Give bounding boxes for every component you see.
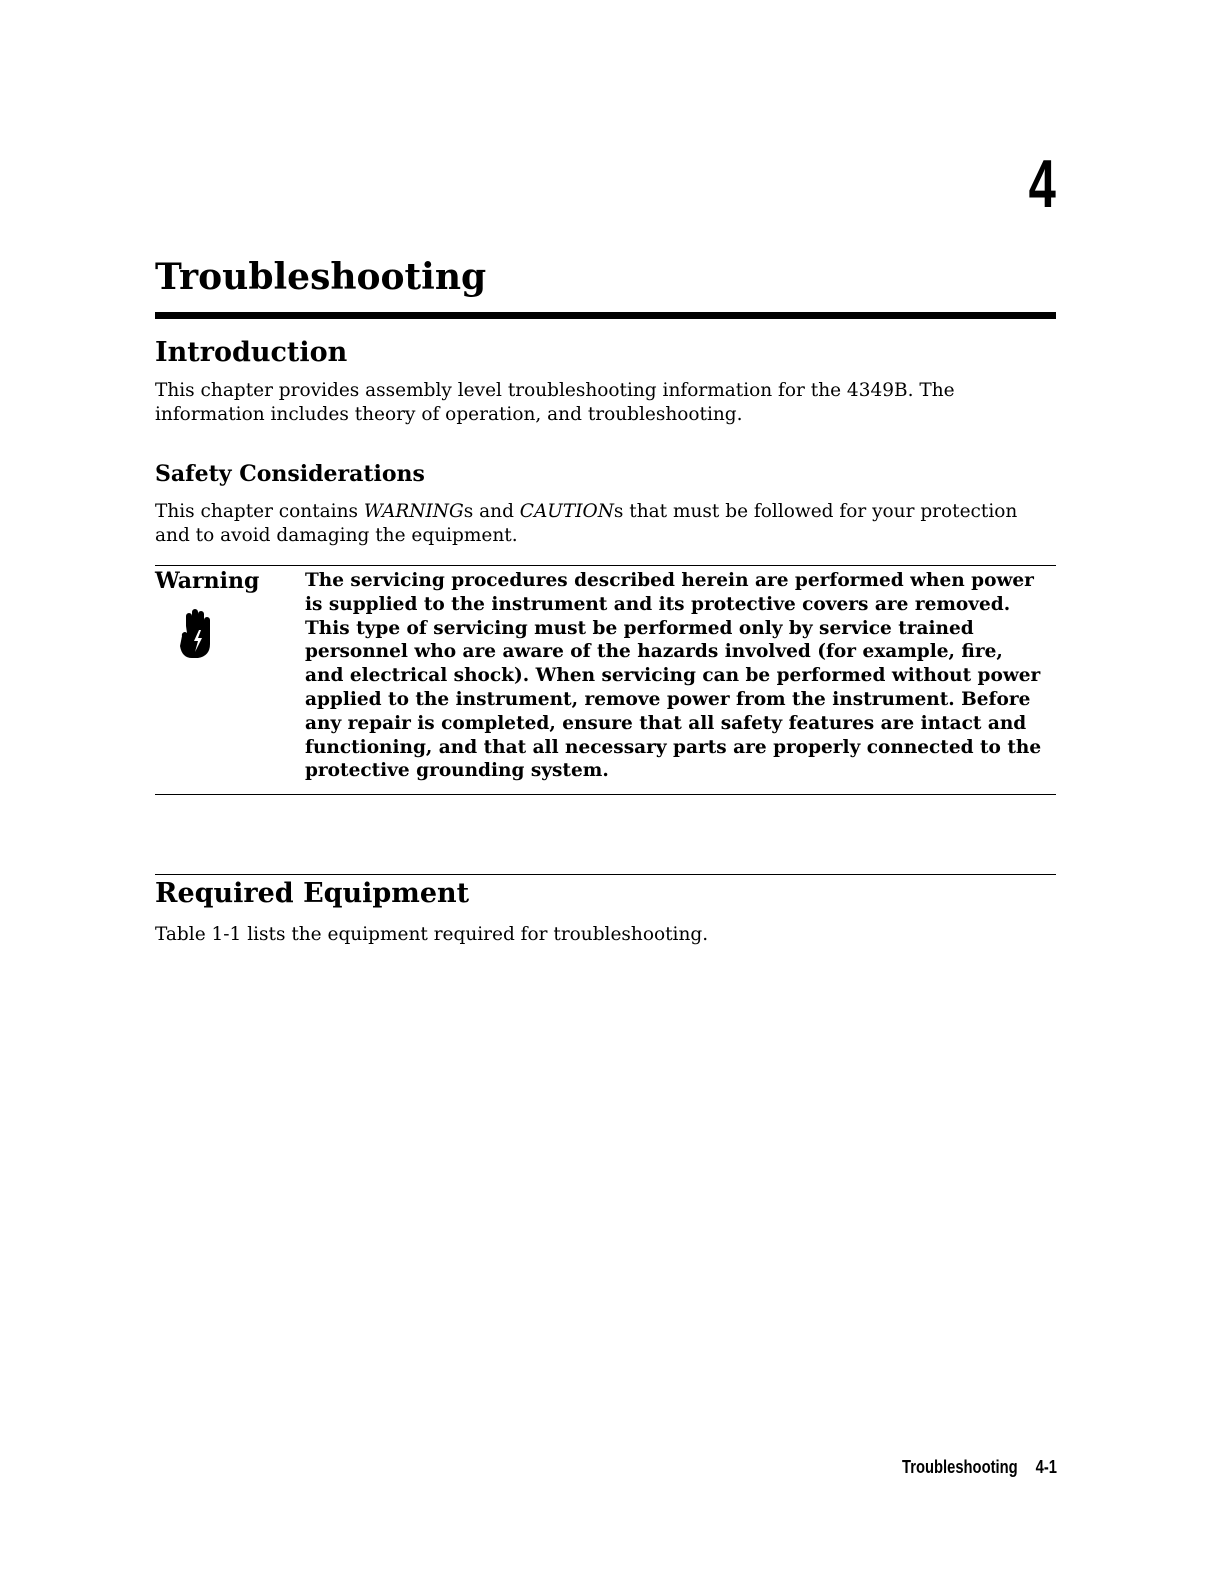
chapter-title: Troubleshooting (155, 256, 487, 298)
safety-text-before: This chapter contains (155, 501, 364, 522)
warning-word: WARNING (363, 501, 464, 522)
safety-text-and: s and (463, 501, 520, 522)
footer-page-number: 4-1 (1035, 1457, 1057, 1477)
warning-bottom-rule (155, 794, 1056, 795)
required-equipment-rule (155, 874, 1056, 875)
safety-paragraph (155, 500, 1056, 548)
footer-section: Troubleshooting (902, 1457, 1018, 1477)
required-equipment-paragraph: Table 1-1 lists the equipment required for troubleshooting. (155, 924, 709, 945)
introduction-paragraph: This chapter provides assembly level troubleshooting information for the 4349B. The information includes theory of operation, and troubleshooting. (155, 380, 955, 425)
warning-top-rule (155, 565, 1056, 566)
introduction-heading: Introduction (155, 337, 348, 368)
safety-text-after: s that must be followed for your protection and to avoid damaging the equipment. (155, 501, 1018, 546)
page-footer (902, 1457, 1057, 1478)
caution-word: CAUTION (519, 501, 614, 522)
safety-considerations-heading: Safety Considerations (155, 461, 425, 487)
warning-text: The servicing procedures described herein are performed when power is supplied to the instrument and its protective covers are removed. This type of servicing must be performed only by service trained personnel who are aware of the hazards involved (for example, fire, and electrical shock). When servicing can be performed without power applied to the instrument, remove power from the instrument. Before any repair is completed, ensure that all safety features are intact and functioning, and that all necessary parts are properly connected to the protective grounding system. (305, 570, 1042, 782)
hand-warning-icon (180, 608, 214, 660)
chapter-number: 4 (1028, 146, 1056, 222)
title-rule (155, 312, 1056, 319)
warning-label: Warning (155, 568, 260, 594)
required-equipment-heading: Required Equipment (155, 878, 470, 909)
